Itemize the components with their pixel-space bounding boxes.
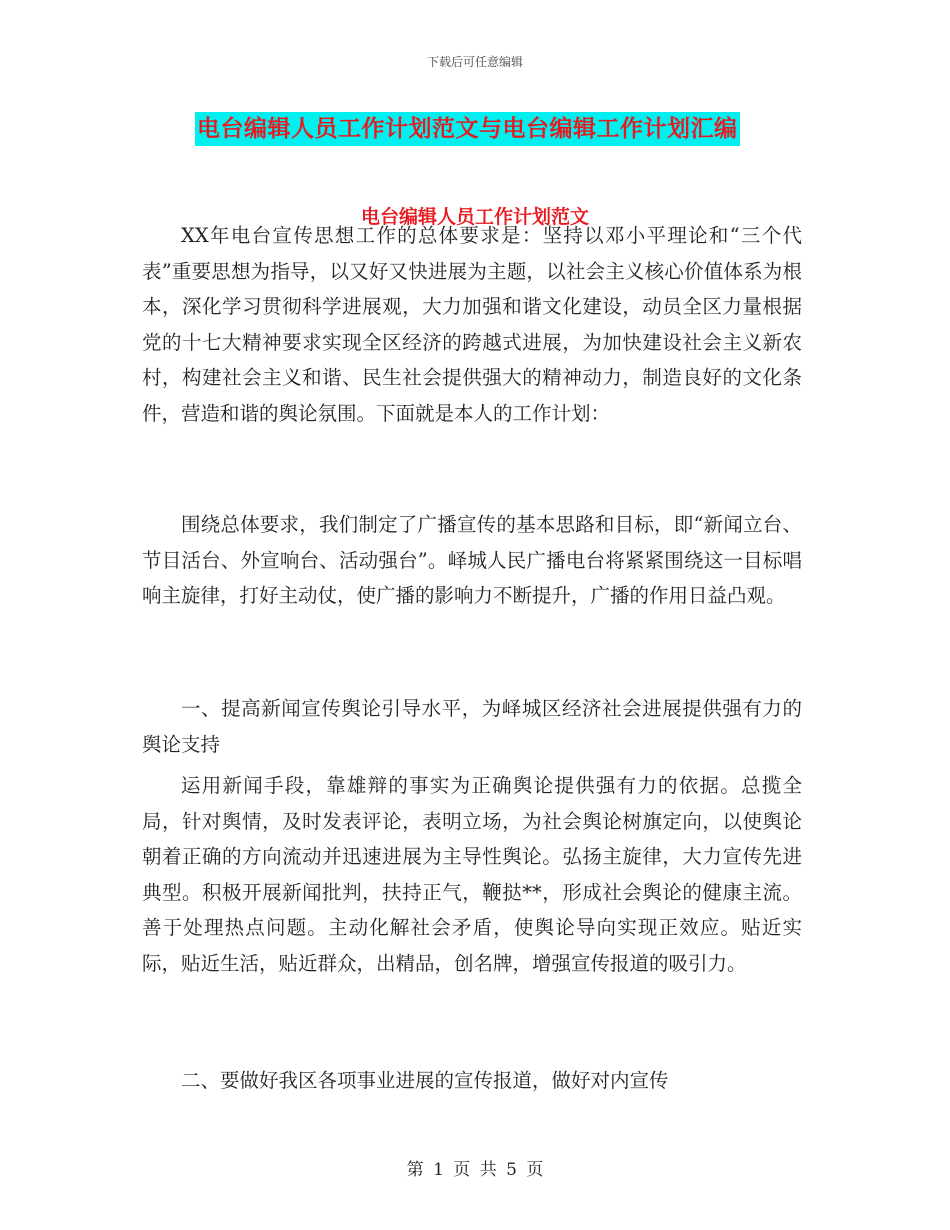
section-one-heading: 一、提高新闻宣传舆论引导水平，为峄城区经济社会进展提供强有力的舆论支持 [142, 697, 802, 756]
goals-paragraph: 围绕总体要求，我们制定了广播宣传的基本思路和目标，即“新闻立台、节目活台、外宣响台、活动强台”。峄城人民广播电台将紧紧围绕这一目标唱响主旋律，打好主动仗，使广播的影响力不断提升，广播的作用日益凸观。 [142, 513, 802, 607]
page-footer: 第 1 页 共 5 页 [406, 1160, 544, 1180]
section-one-body: 运用新闻手段，靠雄辩的事实为正确舆论提供强有力的依据。总揽全局，针对舆情，及时发表评论，表明立场，为社会舆论树旗定向，以使舆论朝着正确的方向流动并迅速进展为主导性舆论。弘扬主旋律，大力宣传先进典型。积极开展新闻批判，扶持正气，鞭挞**，形成社会舆论的健康主流。 善于处理热点问题。主动化解社会矛盾，使舆论导向实现正效应。贴近实际，贴近生活，贴近群众，出精品，创名牌，增强宣传报道的吸引力。 [142, 774, 802, 975]
header-note: 下载后可任意编辑 [426, 55, 523, 69]
section-two-heading: 二、要做好我区各项事业进展的宣传报道，做好对内宣传 [181, 1069, 669, 1092]
section-sub-title: 电台编辑人员工作计划范文 [360, 206, 589, 228]
document-main-title: 电台编辑人员工作计划范文与电台编辑工作计划汇编 [195, 112, 740, 146]
intro-paragraph: XX年电台宣传思想工作的总体要求是：坚持以邓小平理论和“三个代表”重要思想为指导，以又好又快进展为主题，以社会主义核心价值体系为根本，深化学习贯彻科学进展观，大力加强和谐文化建设，动员全区力量根据党的十七大精神要求实现全区经济的跨越式进展，为加快建设社会主义新农村，构建社会主义和谐、民生社会提供强大的精神动力，制造良好的文化条件，营造和谐的舆论氛围。下面就是本人的工作计划： [142, 224, 802, 425]
